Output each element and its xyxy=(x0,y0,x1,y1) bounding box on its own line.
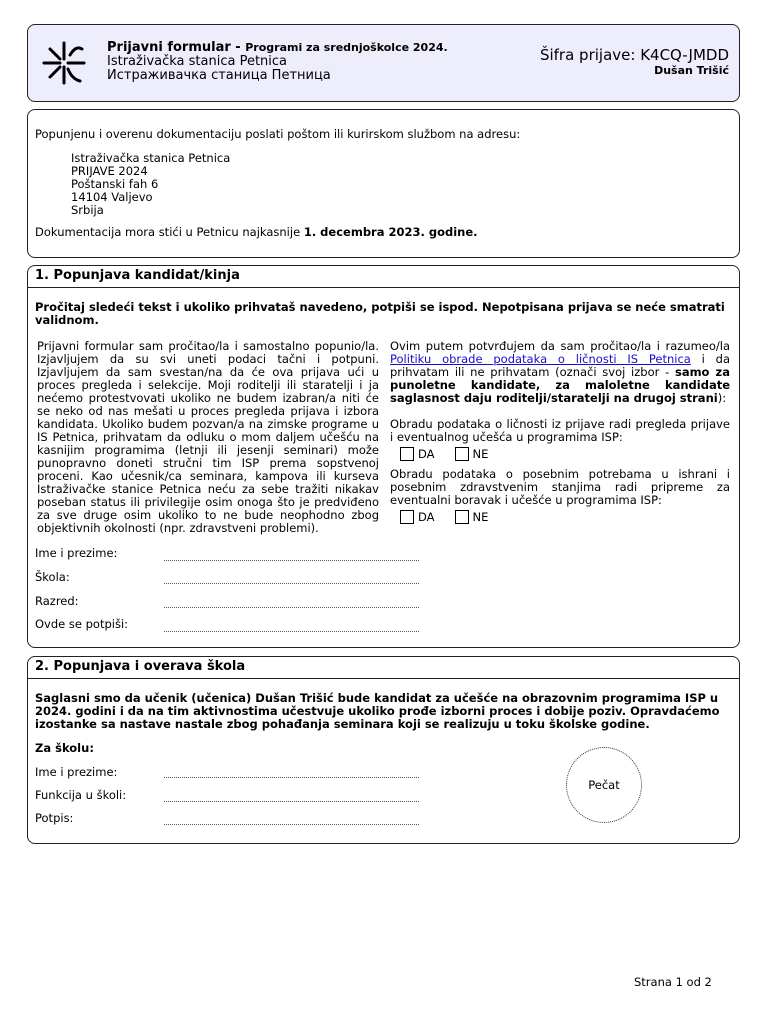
field-label-name: Ime i prezime: xyxy=(35,546,118,560)
yes-label: DA xyxy=(418,509,435,524)
school-input[interactable] xyxy=(164,573,419,584)
form-title-main: Prijavni formular - xyxy=(107,40,246,55)
field-label-school: Škola: xyxy=(35,570,70,584)
section-title: 2. Popunjava i overava škola xyxy=(28,657,739,679)
signature-input[interactable] xyxy=(164,621,419,632)
consent-intro-bold: samo za punoletne kandidate, za maloletne kandidate saglasnost daju roditelji/staratelji na drugoj strani xyxy=(390,365,730,405)
section-school xyxy=(27,656,740,844)
consent-question-special-needs: Obradu podataka o posebnim potrebama u ishrani i posebnim zdravstvenim stanjima radi pripreme za eventualni boravak i učešće u programima ISP: xyxy=(390,467,730,507)
field-label-grade: Razred: xyxy=(35,594,79,608)
deadline-date: 1. decembra 2023. godine. xyxy=(303,225,478,239)
address-line: 14104 Valjevo xyxy=(71,190,153,204)
school-statement: Saglasni smo da učenik (učenica) Dušan Trišić bude kandidat za učešće na obrazovnim programima ISP u 2024. godini i da na tim aktivnostima učestvuje ukoliko prođe izborni proces i dobije poziv. Opravdaćemo izostanke sa nastave nastale zbog pohađanja seminara koji se realizuju u toku školske godine. xyxy=(35,691,720,731)
grade-input[interactable] xyxy=(164,597,419,608)
consent-choice-personal-data xyxy=(400,446,730,462)
field-label-name: Ime i prezime: xyxy=(35,765,118,779)
address-line: Istraživačka stanica Petnica xyxy=(71,151,231,165)
section-candidate xyxy=(27,265,740,648)
application-code-label: Šifra prijave: xyxy=(539,46,641,64)
application-code xyxy=(540,47,729,64)
deadline-prefix: Dokumentacija mora stići u Petnicu najkasnije xyxy=(35,225,304,239)
no-label: NE xyxy=(472,446,489,461)
stamp-area xyxy=(566,747,642,823)
consent-intro-text: ): xyxy=(717,391,727,405)
org-name-cyrillic: Истраживачка станица Петница xyxy=(107,68,331,83)
yes-label: DA xyxy=(418,446,435,461)
applicant-name: Dušan Trišić xyxy=(654,64,729,77)
section-title: 1. Popunjava kandidat/kinja xyxy=(28,266,739,288)
no-checkbox[interactable] xyxy=(455,510,469,524)
consent-intro-text: Ovim putem potvrđujem da sam pročitao/la i razumeo/la xyxy=(390,339,730,353)
address-line: Poštanski fah 6 xyxy=(71,177,159,191)
field-label-signature: Potpis: xyxy=(35,811,74,825)
application-code-value: K4CQ-JMDD xyxy=(640,46,729,64)
page-number: Strana 1 od 2 xyxy=(634,975,712,989)
candidate-instruction: Pročitaj sledeći tekst i ukoliko prihvataš navedeno, potpiši se ispod. Nepotpisana prijava se neće smatrati validnom. xyxy=(35,300,725,327)
deadline-note xyxy=(35,225,478,239)
name-input[interactable] xyxy=(164,550,419,561)
address-line: Srbija xyxy=(71,203,104,217)
form-title-sub: Programi za srednjoškolce 2024. xyxy=(245,41,448,54)
form-title xyxy=(107,41,448,55)
yes-checkbox[interactable] xyxy=(400,447,414,461)
consent-intro-text: i da prihvatam ili ne prihvatam (označi svoj izbor - xyxy=(390,352,730,379)
form-header xyxy=(27,24,740,102)
field-label-function: Funkcija u školi: xyxy=(35,788,127,802)
consent-question-personal-data: Obradu podataka o ličnosti iz prijave radi pregleda prijave i eventualnog učešća u programima ISP: xyxy=(390,417,730,444)
school-rep-function-input[interactable] xyxy=(164,791,419,802)
mailing-address xyxy=(71,152,230,217)
school-rep-name-input[interactable] xyxy=(164,767,419,778)
address-intro: Popunjenu i overenu dokumentaciju poslati poštom ili kurirskom službom na adresu: xyxy=(35,127,521,141)
consent-choice-special-needs xyxy=(400,509,730,525)
privacy-policy-link[interactable]: Politiku obrade podataka o ličnosti IS Petnica xyxy=(390,352,691,366)
candidate-declaration: Prijavni formular sam pročitao/la i samostalno popunio/la. Izjavljujem da su svi uneti podaci tačni i potpuni. Izjavljujem da sam svestan/na da će ova prijava ući u proces pregleda i selekcije. Moji roditelji ili staratelji i ja nećemo protestvovati ukoliko ne budem izabran/a niti će se neko od nas mešati u proces pregleda prijava i izbora kandidata. Ukoliko budem pozvan/a na zimske programe u IS Petnica, prihvatam da odluku o mom daljem učešću na kasnijim programima (letnji ili jesenji seminari) može punopravno doneti stručni tim ISP prema sopstvenoj proceni. Kao učesnik/ca seminara, kampova ili kurseva Istraživačke stanice Petnica neću za sebe tražiti nikakav poseban status ili privilegije osim onoga što je predviđeno za sve druge osim ukoliko to ne bude neophodno zbog objektivnih okolnosti (npr. zdravstveni problemi). xyxy=(37,339,379,535)
data-consent-column xyxy=(390,340,730,525)
org-name-latin: Istraživačka stanica Petnica xyxy=(107,54,288,69)
no-checkbox[interactable] xyxy=(455,447,469,461)
consent-intro xyxy=(390,340,730,405)
for-school-label: Za školu: xyxy=(35,741,94,755)
no-label: NE xyxy=(472,509,489,524)
yes-checkbox[interactable] xyxy=(400,510,414,524)
mailing-address-box xyxy=(27,109,740,258)
stamp-label: Pečat xyxy=(588,778,620,792)
header-text xyxy=(107,41,448,83)
petnica-logo-icon xyxy=(40,39,88,87)
application-code-block xyxy=(540,47,729,77)
address-line: PRIJAVE 2024 xyxy=(71,164,148,178)
field-label-signature: Ovde se potpiši: xyxy=(35,617,129,631)
school-rep-signature-input[interactable] xyxy=(164,814,419,825)
